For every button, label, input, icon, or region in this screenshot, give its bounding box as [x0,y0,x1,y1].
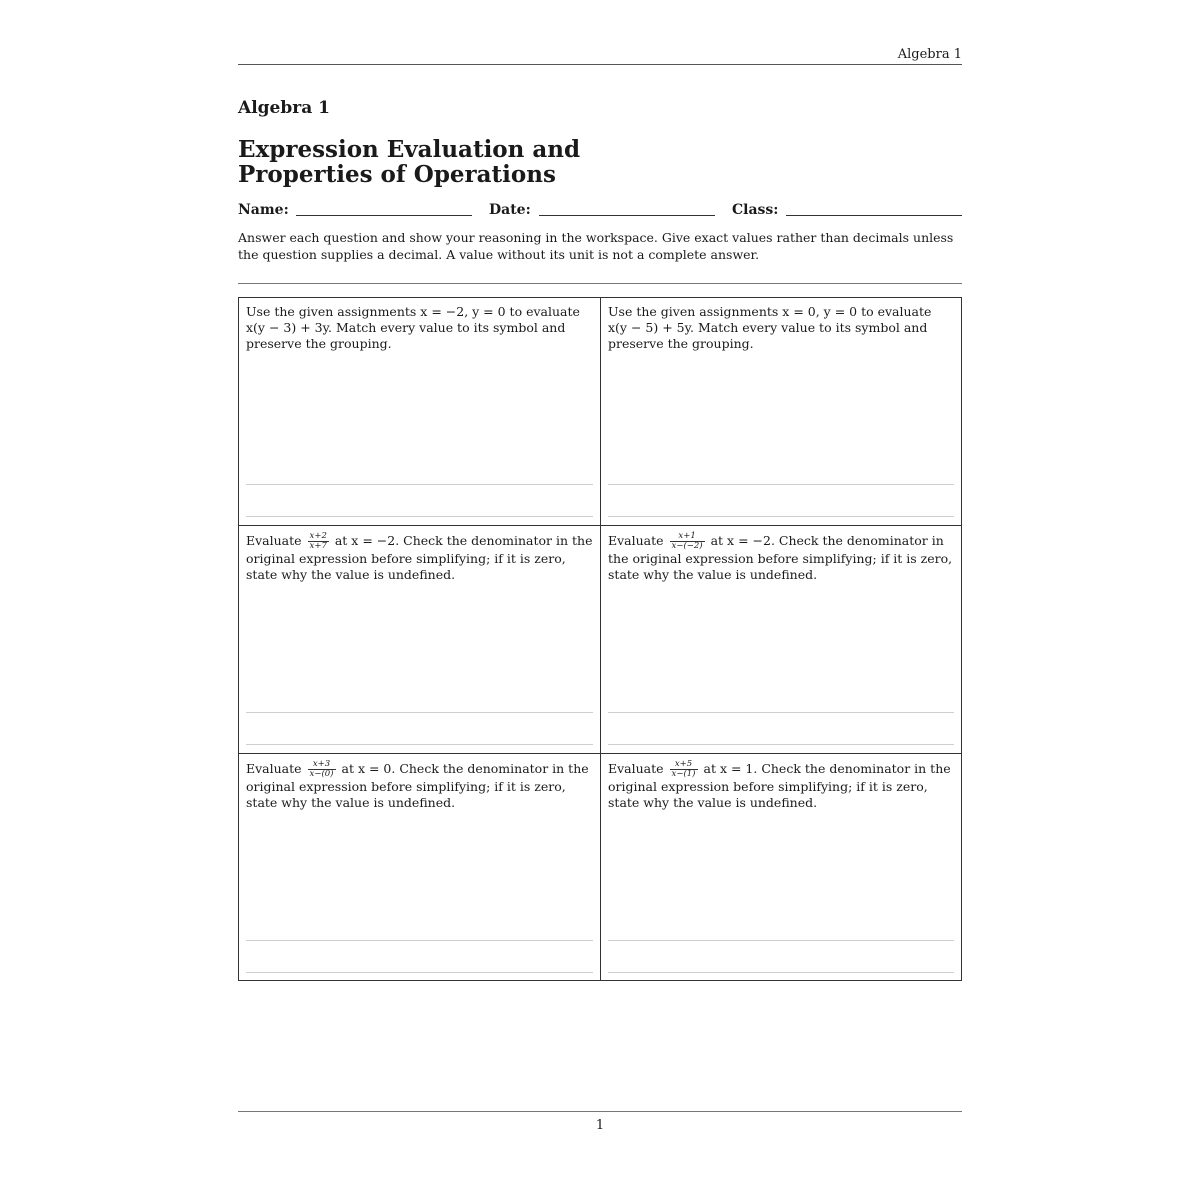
page-title: Expression Evaluation and Properties of Operations [238,136,581,188]
question-cell [601,298,961,525]
name-label: Name: [238,202,289,218]
answer-line[interactable] [246,744,593,745]
answer-line[interactable] [608,972,954,973]
fraction-numerator: x+2 [309,531,327,541]
answer-line[interactable] [246,484,593,485]
fraction-denominator: x−(−2) [671,541,703,551]
prompt-rest: at x = −2. Check the denominator in the original expression before simplifying; if it is zero, state why the value is undefined. [246,533,593,582]
question-cell [239,526,600,753]
footer-rule [238,1111,962,1112]
question-cell [601,754,961,980]
answer-line[interactable] [246,940,593,941]
question-grid [238,297,962,981]
question-prompt [246,760,593,811]
class-field[interactable] [786,215,962,216]
fraction-denominator: x−(0) [309,769,334,779]
answer-line[interactable] [246,712,593,713]
answer-line[interactable] [246,516,593,517]
course-heading: Algebra 1 [238,98,330,118]
prompt-rest: at x = 1. Check the denominator in the original expression before simplifying; if it is zero, state why the value is undefined. [608,761,951,810]
prompt-lead: Evaluate [608,761,664,776]
question-prompt [246,532,593,583]
date-label: Date: [489,202,531,218]
answer-line[interactable] [608,940,954,941]
question-cell [601,526,961,753]
instructions: Answer each question and show your reasoning in the workspace. Give exact values rather than decimals unless the question supplies a decimal. A value without its unit is not a complete answer. [238,230,954,262]
answer-line[interactable] [608,712,954,713]
question-prompt [608,760,954,811]
page-number: 1 [595,1118,605,1133]
fraction [670,760,698,779]
prompt-rest: at x = 0. Check the denominator in the original expression before simplifying; if it is zero, state why the value is undefined. [246,761,589,810]
fraction [308,760,336,779]
fraction [670,532,705,551]
running-head: Algebra 1 [897,47,962,62]
fraction [308,532,329,551]
prompt-lead: Evaluate [246,761,302,776]
prompt-rest: at x = −2. Check the denominator in the original expression before simplifying; if it is zero, state why the value is undefined. [608,533,953,582]
name-field[interactable] [296,215,472,216]
answer-line[interactable] [608,744,954,745]
question-prompt: Use the given assignments x = −2, y = 0 to evaluate x(y − 3) + 3y. Match every value to its symbol and preserve the grouping. [246,304,580,351]
class-label: Class: [732,202,779,218]
fraction-numerator: x+5 [670,760,698,770]
prompt-lead: Evaluate [246,533,302,548]
section-rule [238,283,962,284]
worksheet-page [238,0,962,1200]
fraction-denominator: x+7 [309,541,327,551]
question-prompt [608,532,954,583]
question-cell [239,754,600,980]
header-rule [238,64,962,65]
date-field[interactable] [539,215,715,216]
answer-line[interactable] [608,516,954,517]
prompt-lead: Evaluate [608,533,664,548]
student-info-row [238,202,962,222]
fraction-numerator: x+1 [670,532,705,542]
answer-line[interactable] [246,972,593,973]
fraction-denominator: x−(1) [671,769,696,779]
answer-line[interactable] [608,484,954,485]
fraction-numerator: x+3 [308,760,336,770]
question-cell [239,298,600,525]
question-prompt: Use the given assignments x = 0, y = 0 to evaluate x(y − 5) + 5y. Match every value to its symbol and preserve the grouping. [608,304,932,351]
